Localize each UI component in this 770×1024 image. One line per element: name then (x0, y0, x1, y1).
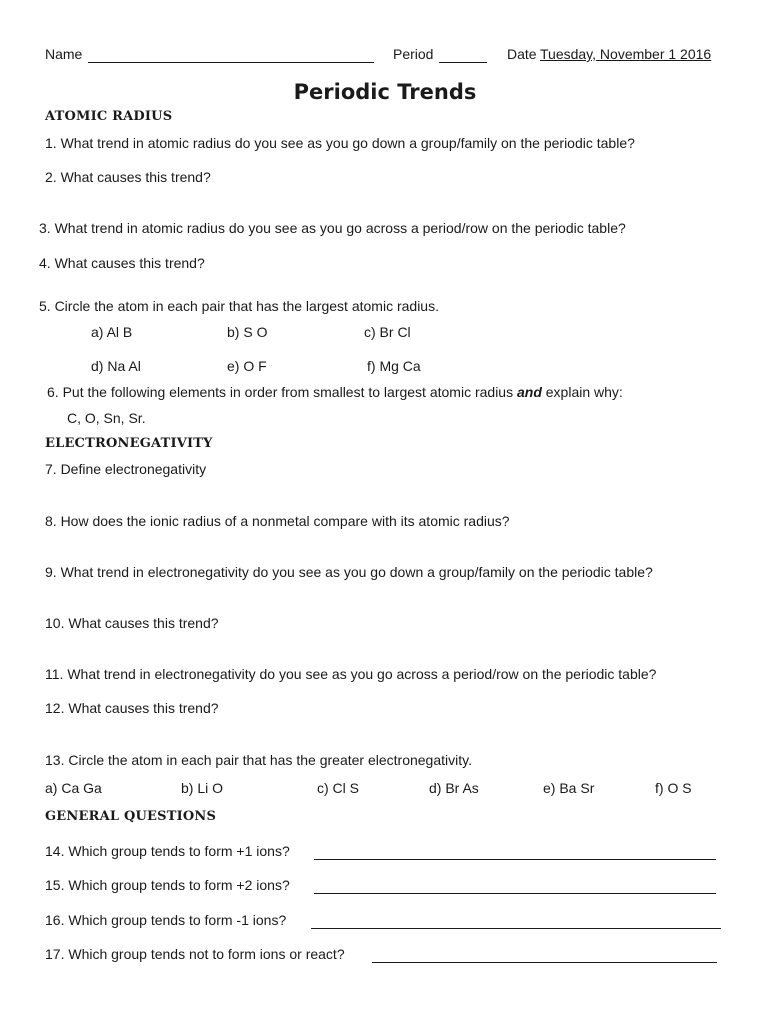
q5-option-a: a) Al B (91, 324, 133, 340)
q13-option-c: c) Cl S (317, 780, 359, 796)
name-blank[interactable] (88, 62, 374, 63)
question-6 (47, 384, 623, 400)
answer-line-15[interactable] (314, 893, 716, 894)
question-10: 10. What causes this trend? (45, 615, 219, 631)
question-14: 14. Which group tends to form +1 ions? (45, 843, 290, 859)
question-5: 5. Circle the atom in each pair that has the largest atomic radius. (39, 298, 439, 314)
question-8: 8. How does the ionic radius of a nonmetal compare with its atomic radius? (45, 513, 510, 529)
q13-option-d: d) Br As (429, 780, 479, 796)
date-label: Date (507, 46, 537, 62)
q5-option-f: f) Mg Ca (367, 358, 421, 374)
question-17: 17. Which group tends not to form ions or react? (45, 946, 345, 962)
question-6-prefix: 6. Put the following elements in order from smallest to largest atomic radius (47, 384, 517, 400)
q13-option-b: b) Li O (181, 780, 224, 796)
q5-option-b: b) S O (227, 324, 268, 340)
question-9: 9. What trend in electronegativity do you see as you go down a group/family on the periodic table? (45, 564, 653, 580)
name-label: Name (45, 46, 83, 62)
answer-line-17[interactable] (372, 962, 717, 963)
answer-line-14[interactable] (314, 859, 716, 860)
page-title: Periodic Trends (293, 80, 477, 104)
question-7: 7. Define electronegativity (45, 461, 207, 477)
question-4: 4. What causes this trend? (39, 255, 205, 271)
period-blank[interactable] (439, 62, 487, 63)
section-atomic-radius: ATOMIC RADIUS (45, 109, 173, 124)
question-15: 15. Which group tends to form +2 ions? (45, 877, 290, 893)
q13-option-f: f) O S (655, 780, 692, 796)
answer-line-16[interactable] (311, 928, 721, 929)
section-electronegativity: ELECTRONEGATIVITY (45, 436, 213, 451)
q13-option-a: a) Ca Ga (45, 780, 102, 796)
question-6-suffix: explain why: (541, 384, 623, 400)
question-12: 12. What causes this trend? (45, 700, 219, 716)
period-label: Period (393, 46, 434, 62)
question-6-and: and (516, 384, 542, 400)
q5-option-d: d) Na Al (91, 358, 141, 374)
date-value: Tuesday, November 1 2016 (540, 46, 712, 62)
question-2: 2. What causes this trend? (45, 169, 211, 185)
q5-option-c: c) Br Cl (364, 324, 411, 340)
question-16: 16. Which group tends to form -1 ions? (45, 912, 287, 928)
question-13: 13. Circle the atom in each pair that has the greater electronegativity. (45, 752, 472, 768)
question-1: 1. What trend in atomic radius do you see as you go down a group/family on the periodic table? (45, 135, 635, 151)
q13-option-e: e) Ba Sr (543, 780, 595, 796)
question-3: 3. What trend in atomic radius do you see as you go across a period/row on the periodic table? (39, 220, 626, 236)
question-6-elements: C, O, Sn, Sr. (67, 410, 146, 426)
section-general-questions: GENERAL QUESTIONS (45, 809, 217, 824)
q5-option-e: e) O F (227, 358, 267, 374)
question-11: 11. What trend in electronegativity do you see as you go across a period/row on the periodic table? (45, 666, 657, 682)
